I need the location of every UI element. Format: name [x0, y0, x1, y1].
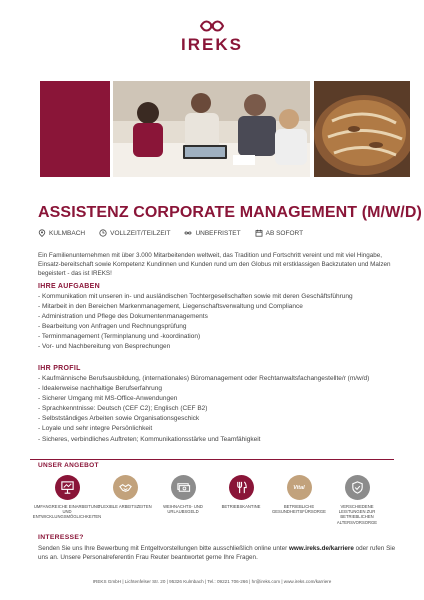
meeting-illustration: [113, 81, 310, 177]
ireks-logo-icon: [199, 19, 225, 33]
tasks-list: [38, 292, 398, 353]
cutlery-icon: [229, 475, 254, 500]
location-pin-icon: [38, 229, 46, 237]
benefit-label: BETRIEBLICHE GESUNDHEITSFÜRSORGE: [272, 504, 326, 515]
calendar-icon: [255, 229, 263, 237]
benefit-onboarding: [32, 475, 102, 525]
list-item: - Selbstständiges Arbeiten sowie Organisationsgeschick: [38, 414, 398, 424]
intro-text: Ein Familienunternehmen mit über 3.000 Mitarbeitenden weltweit, das Tradition und Fortschritt vereint und mit viel Hingabe, Einsatz-bereitschaft sowie Kompetenz Kundinnen und Kunden rund um den Globus mit erstklassigen Backzutaten und Malzen begeistert - das ist IREKS!: [38, 252, 391, 277]
bread-illustration: [314, 81, 410, 177]
benefit-pension: [328, 475, 386, 525]
career-link[interactable]: www.ireks.de/karriere: [288, 545, 354, 552]
meta-contract: [184, 229, 240, 237]
meta-location-label: KULMBACH: [49, 229, 86, 237]
contact-text-after: oder rufen Sie uns an. Unsere Personalreferentin Frau Reuter beantwortet gerne Ihre Fragen.: [38, 545, 396, 561]
contact-text-before: Senden Sie uns Ihre Bewerbung mit Entgeltvorstellungen bitte ausschließlich online unter: [38, 545, 289, 552]
meta-location: [38, 229, 85, 237]
benefits-row: [32, 475, 386, 525]
profile-list: [38, 374, 398, 445]
brand-color-block: [40, 81, 110, 177]
list-item: - Kommunikation mit unseren in- und ausländischen Tochtergesellschaften sowie mit deren Geschäftsführung: [38, 292, 398, 302]
benefit-health: [270, 475, 328, 525]
list-item: - Sicheres, verbindliches Auftreten; Kommunikationsstärke und Teamfähigkeit: [38, 435, 398, 445]
list-item: - Terminmanagement (Terminplanung und -koordination): [38, 332, 398, 342]
meta-start-label: AB SOFORT: [265, 229, 304, 237]
clock-icon: [99, 229, 107, 237]
contact-text: [38, 545, 398, 563]
list-item: - Bearbeitung von Anfragen und Rechnungsprüfung: [38, 322, 398, 332]
shield-icon: [345, 475, 370, 500]
benefit-label: WEIHNACHTS- UND URLAUBSGELD: [163, 504, 203, 515]
vital-text: Vital: [293, 484, 305, 491]
list-item: - Vor- und Nachbereitung von Besprechungen: [38, 342, 398, 352]
benefit-flextime: [96, 475, 154, 525]
benefit-label: BETRIEBSKANTINE: [221, 504, 261, 509]
header-images: [0, 81, 424, 177]
list-item: - Sicherer Umgang mit MS-Office-Anwendungen: [38, 394, 398, 404]
bread-photo: [314, 81, 410, 177]
benefit-label: VERSCHIEDENE LEISTUNGEN ZUR BETRIEBLICHEN ALTERSVORSORGE: [336, 504, 378, 525]
profile-heading: IHR PROFIL: [38, 365, 81, 372]
list-item: - Mitarbeit in den Bereichen Markenmanagement, Liegenschaftsverwaltung und Compliance: [38, 302, 398, 312]
benefit-label: FLEXIBLE ARBEITSZEITEN: [98, 504, 152, 509]
list-item: - Loyale und sehr integre Persönlichkeit: [38, 424, 398, 434]
money-icon: [171, 475, 196, 500]
logo-wordmark: IREKS: [181, 35, 243, 54]
job-meta: [38, 229, 303, 237]
job-title: ASSISTENZ CORPORATE MANAGEMENT (M/W/D): [38, 204, 422, 221]
benefit-label: UMFANGREICHE EINARBEITUNG UND ENTWICKLUNGSMÖGLICHKEITEN: [32, 504, 102, 520]
presentation-icon: [55, 475, 80, 500]
meta-worktime: [99, 229, 170, 237]
benefit-bonus: [154, 475, 212, 525]
vital-icon: [287, 475, 312, 500]
list-item: - Idealerweise nachhaltige Berufserfahrung: [38, 384, 398, 394]
list-item: - Administration und Pflege des Dokumentenmanagements: [38, 312, 398, 322]
meta-worktime-label: VOLLZEIT/TEILZEIT: [110, 229, 171, 237]
footer: IREKS GmbH | Lichtenfelser Str. 20 | 95326 Kulmbach | Tel.: 09221 706-266 | hr@ireks.com | www.ireks.com/karriere: [92, 579, 332, 584]
interest-heading: INTERESSE?: [38, 534, 84, 541]
infinity-icon: [184, 229, 192, 237]
list-item: - Kaufmännische Berufsausbildung, (internationales) Büromanagement oder Rechtanwaltsfachangestellte/r (m/w/d): [38, 374, 398, 384]
company-logo: [0, 19, 424, 55]
office-meeting-photo: [113, 81, 310, 177]
meta-start: [255, 229, 303, 237]
handshake-icon: [113, 475, 138, 500]
tasks-heading: IHRE AUFGABEN: [38, 283, 100, 290]
benefit-canteen: [212, 475, 270, 525]
list-item: - Sprachkenntnisse: Deutsch (CEF C2); Englisch (CEF B2): [38, 404, 398, 414]
offer-heading: UNSER ANGEBOT: [38, 462, 99, 469]
meta-contract-label: UNBEFRISTET: [195, 229, 241, 237]
